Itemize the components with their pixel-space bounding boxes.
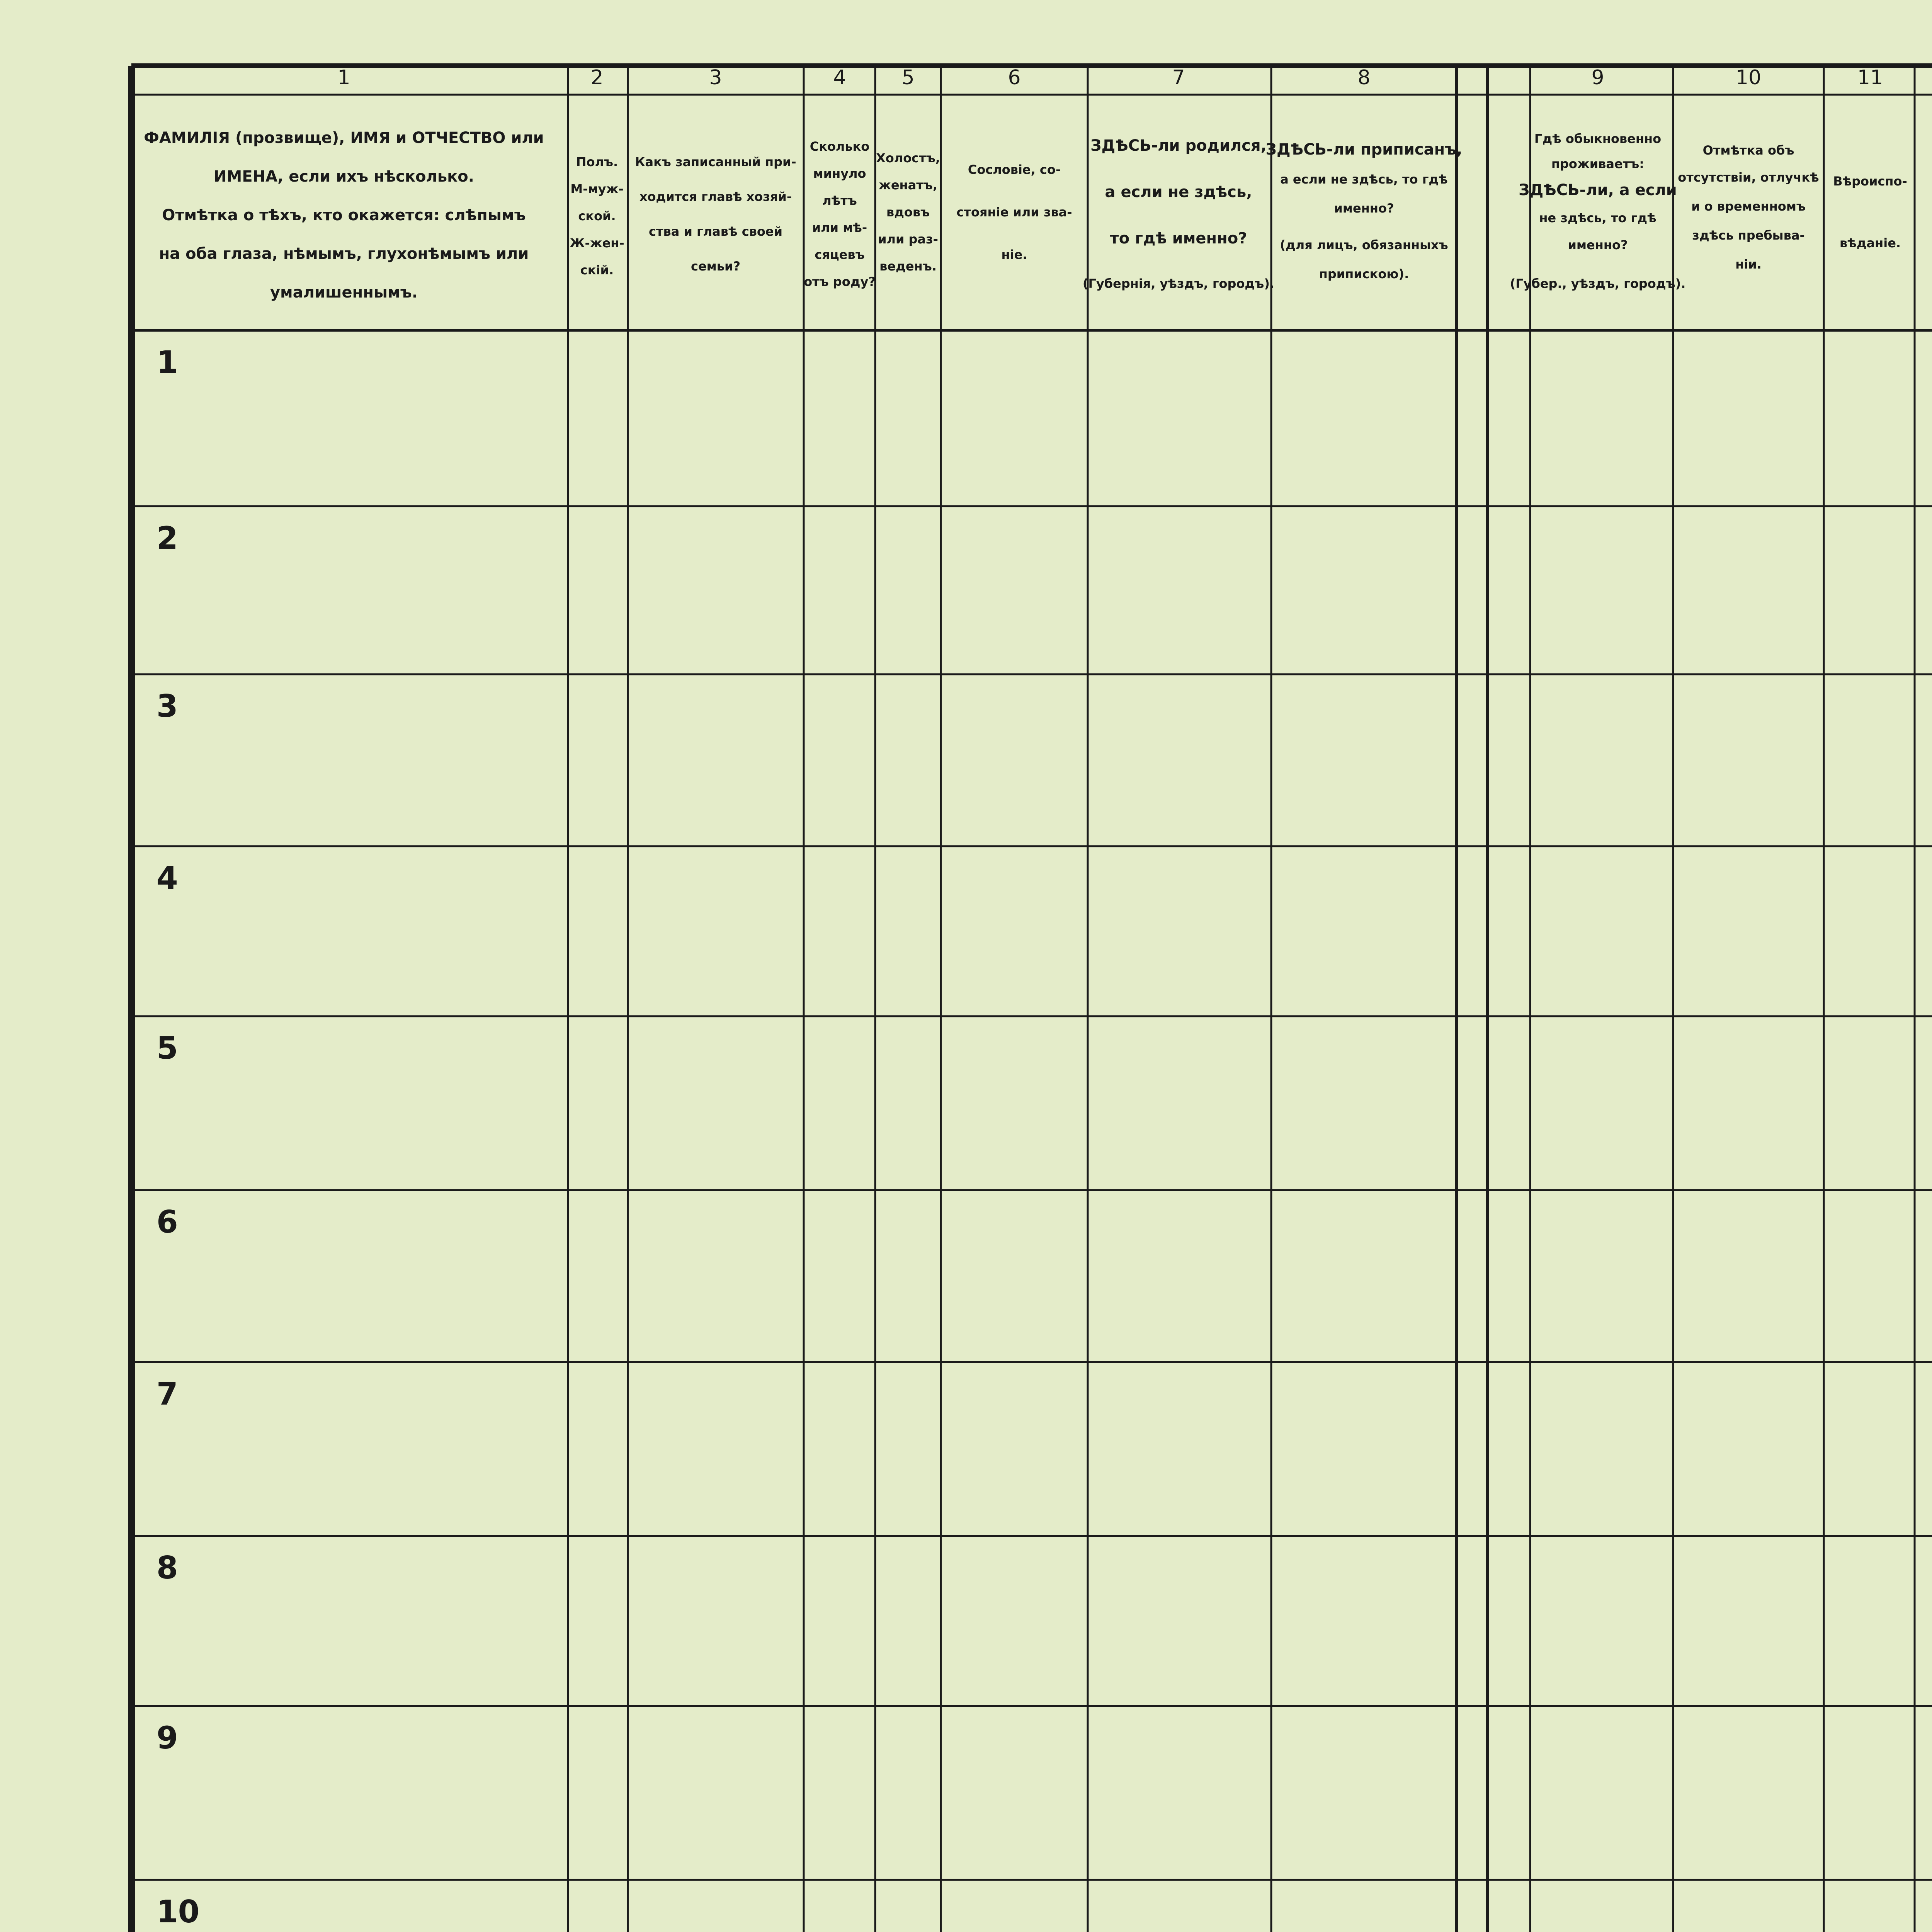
col-num-4: 4 (833, 66, 846, 89)
header-col-10-line: и о временномъ (1691, 199, 1806, 214)
header-col-1-line: умалишеннымъ. (270, 284, 418, 301)
header-col-10-line: отсутствіи, отлучкѣ (1678, 170, 1819, 185)
row-number: 7 (156, 1376, 178, 1412)
col-num-2: 2 (590, 66, 604, 89)
header-col-8-line: ЗДѢСЬ-ли приписанъ, (1265, 141, 1463, 158)
header-col-1-line: Отмѣтка о тѣхъ, кто окажется: слѣпымъ (162, 206, 526, 224)
row-number: 5 (156, 1030, 178, 1066)
header-col-7-line: (Губернія, уѣздъ, городъ). (1082, 276, 1275, 291)
row-number: 8 (156, 1550, 178, 1586)
header-col-4-line: Сколько (810, 139, 870, 154)
header-col-2-line: скій. (580, 263, 614, 277)
header-col-8-line: именно? (1334, 201, 1394, 216)
row-number: 2 (156, 520, 178, 556)
header-col-11-line: Вѣроиспо- (1833, 174, 1907, 189)
header-col-4-line: или мѣ- (812, 220, 867, 235)
header-col-10-line: здѣсь пребыва- (1692, 228, 1805, 243)
row-number: 10 (156, 1894, 200, 1930)
header-col-1-line: ИМЕНА, если ихъ нѣсколько. (214, 168, 474, 185)
header-col-8-line: (для лицъ, обязанныхъ (1280, 238, 1448, 252)
header-col-10-line: ніи. (1735, 257, 1762, 272)
header-col-4-line: минуло (813, 166, 866, 181)
col-num-10: 10 (1735, 66, 1762, 89)
header-col-1-line: ФАМИЛІЯ (прозвище), ИМЯ и ОТЧЕСТВО или (144, 129, 544, 147)
header-col-2-line: М-муж- (570, 182, 624, 196)
col-num-1: 1 (337, 66, 350, 89)
header-col-6-line: ніе. (1001, 247, 1027, 262)
header-col-10-line: Отмѣтка объ (1702, 143, 1794, 158)
header-col-5-line: вдовъ (886, 205, 930, 219)
header-col-8-line: припискою). (1319, 267, 1409, 281)
row-number: 9 (156, 1720, 178, 1756)
col-num-8: 8 (1357, 66, 1371, 89)
header-col-5-line: веденъ. (879, 259, 937, 274)
header-col-5-line: или раз- (878, 232, 938, 247)
row-number: 6 (156, 1204, 178, 1240)
row-number: 3 (156, 688, 178, 724)
header-col-3-line: ходится главѣ хозяй- (639, 189, 792, 204)
col-num-9: 9 (1591, 66, 1604, 89)
header-col-2-line: Ж-жен- (570, 236, 624, 250)
header-col-9-line: не здѣсь, то гдѣ (1539, 211, 1656, 225)
header-col-9-line: Гдѣ обыкновенно (1534, 131, 1662, 146)
header-col-5-line: Холостъ, (876, 151, 940, 165)
header-col-9-line: проживаетъ: (1551, 156, 1645, 171)
header-col-3-line: Какъ записанный при- (635, 155, 796, 169)
header-col-9-line: (Губер., уѣздъ, городъ). (1510, 276, 1686, 291)
col-num-6: 6 (1008, 66, 1021, 89)
header-col-4-line: сяцевъ (815, 247, 865, 262)
col-num-3: 3 (709, 66, 722, 89)
row-number: 1 (156, 344, 178, 380)
header-col-1-line: на оба глаза, нѣмымъ, глухонѣмымъ или (159, 245, 529, 263)
header-col-7-line: а если не здѣсь, (1105, 183, 1252, 201)
header-col-7-line: ЗДѢСЬ-ли родился, (1090, 137, 1267, 155)
header-col-5-line: женатъ, (879, 178, 937, 192)
header-col-4-line: отъ роду? (804, 274, 876, 289)
col-num-11: 11 (1857, 66, 1883, 89)
header-col-4-line: лѣтъ (822, 193, 857, 208)
header-col-6-line: Сословіе, со- (968, 162, 1061, 177)
header-col-8-line: а если не здѣсь, то гдѣ (1280, 172, 1448, 187)
header-col-11-line: вѣданіе. (1839, 236, 1901, 250)
col-num-7: 7 (1172, 66, 1185, 89)
header-col-7-line: то гдѣ именно? (1110, 230, 1247, 247)
header-col-2-line: Полъ. (576, 155, 618, 169)
header-col-9-line: именно? (1568, 238, 1628, 252)
col-num-5: 5 (901, 66, 915, 89)
header-col-3-line: ства и главѣ своей (648, 224, 783, 239)
header-col-9-line: ЗДѢСЬ-ли, а если (1519, 181, 1677, 199)
header-col-2-line: ской. (578, 209, 616, 223)
header-col-3-line: семьи? (690, 259, 741, 274)
header-col-6-line: стояніе или зва- (956, 205, 1072, 219)
row-number: 4 (156, 860, 178, 896)
